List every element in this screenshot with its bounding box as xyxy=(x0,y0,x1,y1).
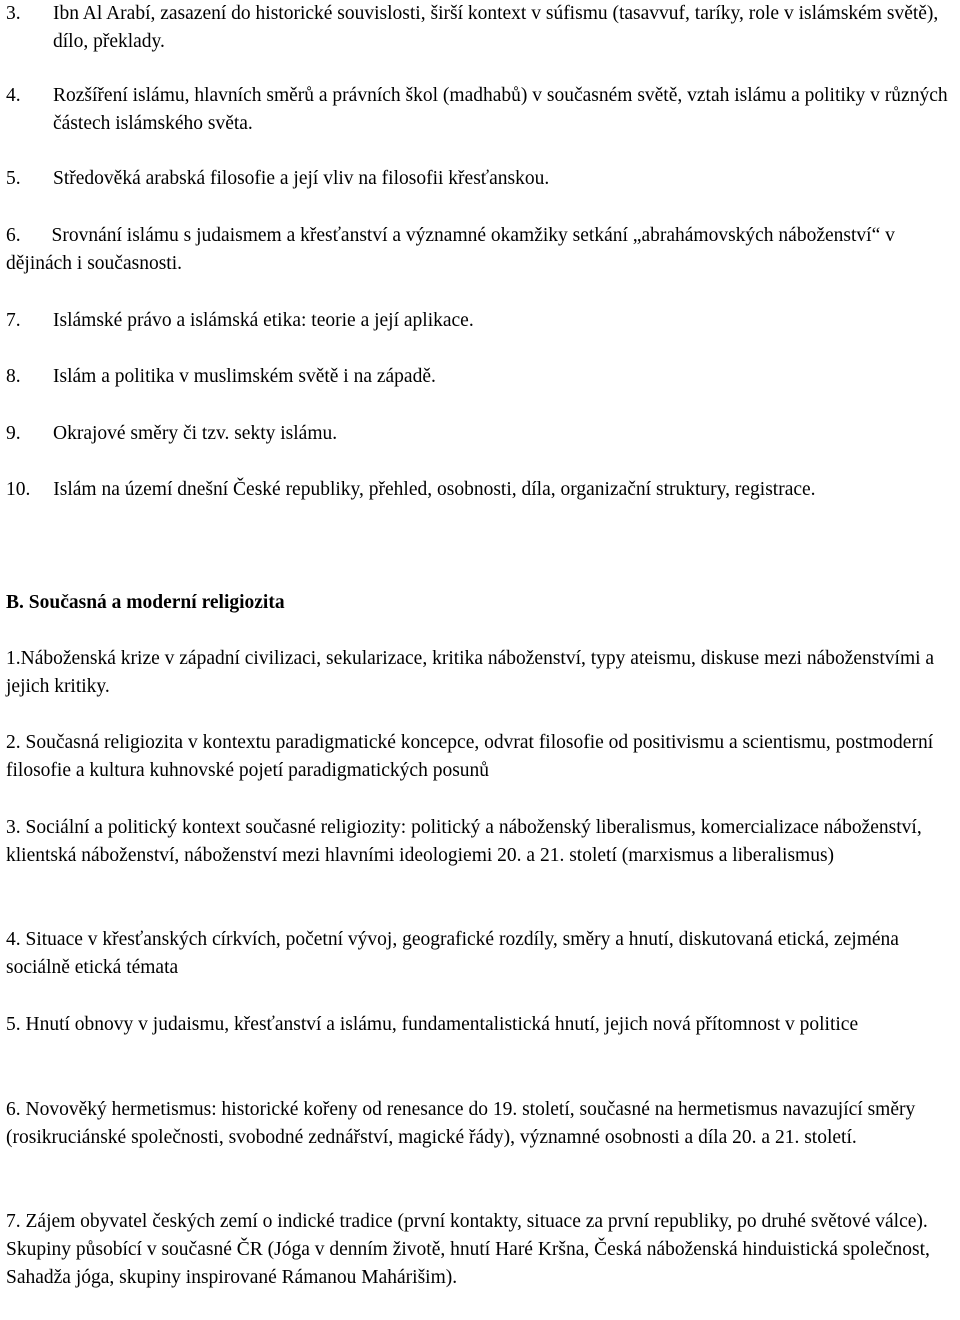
item-number: 6. xyxy=(6,225,21,246)
item-number: 7. xyxy=(6,310,21,331)
section-b-item-4: 4. Situace v křesťanských církvích, početní vývoj, geografické rozdíly, směry a hnutí, diskutovaná etická, zejména sociálně etická témata xyxy=(6,929,899,978)
item-text: Rozšíření islámu, hlavních směrů a právních škol (madhabů) v současném světě, vztah islámu a politiky v různých částech islámského světa. xyxy=(53,85,948,134)
list-item-6 xyxy=(6,222,956,278)
item-text: Islám na území dnešní České republiky, přehled, osobnosti, díla, organizační struktury, registrace. xyxy=(53,479,816,500)
section-b-item-5: 5. Hnutí obnovy v judaismu, křesťanství a islámu, fundamentalistická hnutí, jejich nová přítomnost v politice xyxy=(6,1014,859,1035)
section-heading: B. Současná a moderní religiozita xyxy=(6,592,285,613)
item-text: Islámské právo a islámská etika: teorie a její aplikace. xyxy=(53,310,474,331)
list-item-9 xyxy=(6,420,956,448)
section-b-item-1: 1.Náboženská krize v západní civilizaci, sekularizace, kritika náboženství, typy ateismu, diskuse mezi náboženstvími a jejich kritiky. xyxy=(6,648,935,697)
section-b-item-7: 7. Zájem obyvatel českých zemí o indické tradice (první kontakty, situace za první republiky, po druhé světové válce). Skupiny působící v současné ČR (Jóga v denním životě, hnutí Haré Kršna, Česká náboženská hinduistická společnost, Sahadža jóga, skupiny inspirované Rámanou Mahárišim). xyxy=(6,1211,930,1288)
item-text: Srovnání islámu s judaismem a křesťanství a významné okamžiky setkání „abrahámovských náboženství“ v dějinách i současnosti. xyxy=(6,225,895,274)
item-text: Islám a politika v muslimském světě i na západě. xyxy=(53,366,436,387)
list-item-10 xyxy=(6,476,956,504)
list-item-5 xyxy=(6,165,956,193)
item-number: 5. xyxy=(6,168,21,189)
item-number: 10. xyxy=(6,479,31,500)
item-number: 8. xyxy=(6,366,21,387)
list-item-7 xyxy=(6,307,956,335)
item-number: 4. xyxy=(6,85,21,106)
item-number: 9. xyxy=(6,423,21,444)
item-text: Ibn Al Arabí, zasazení do historické souvislosti, širší kontext v súfismu (tasavvuf, taríky, role v islámském světě), dílo, překlady. xyxy=(53,3,939,52)
list-item-4 xyxy=(6,82,956,138)
list-item-8 xyxy=(6,363,956,391)
item-text: Okrajové směry či tzv. sekty islámu. xyxy=(53,423,338,444)
item-text: Středověká arabská filosofie a její vliv na filosofii křesťanskou. xyxy=(53,168,550,189)
list-item-3 xyxy=(6,0,956,56)
section-b-item-2: 2. Současná religiozita v kontextu paradigmatické koncepce, odvrat filosofie od positivismu a scientismu, postmoderní filosofie a kultura kuhnovské pojetí paradigmatických posunů xyxy=(6,732,934,781)
section-b-item-6: 6. Novověký hermetismus: historické kořeny od renesance do 19. století, současné na hermetismus navazující směry (rosikruciánské společnosti, svobodné zednářství, magické řády), významné osobnosti a díla 20. a 21. století. xyxy=(6,1099,916,1148)
section-b-item-3: 3. Sociální a politický kontext současné religiozity: politický a náboženský liberalismus, komercializace náboženství, klientská náboženství, náboženství mezi hlavními ideologiemi 20. a 21. století (marxismus a liberalismus) xyxy=(6,817,922,866)
item-number: 3. xyxy=(6,3,21,24)
